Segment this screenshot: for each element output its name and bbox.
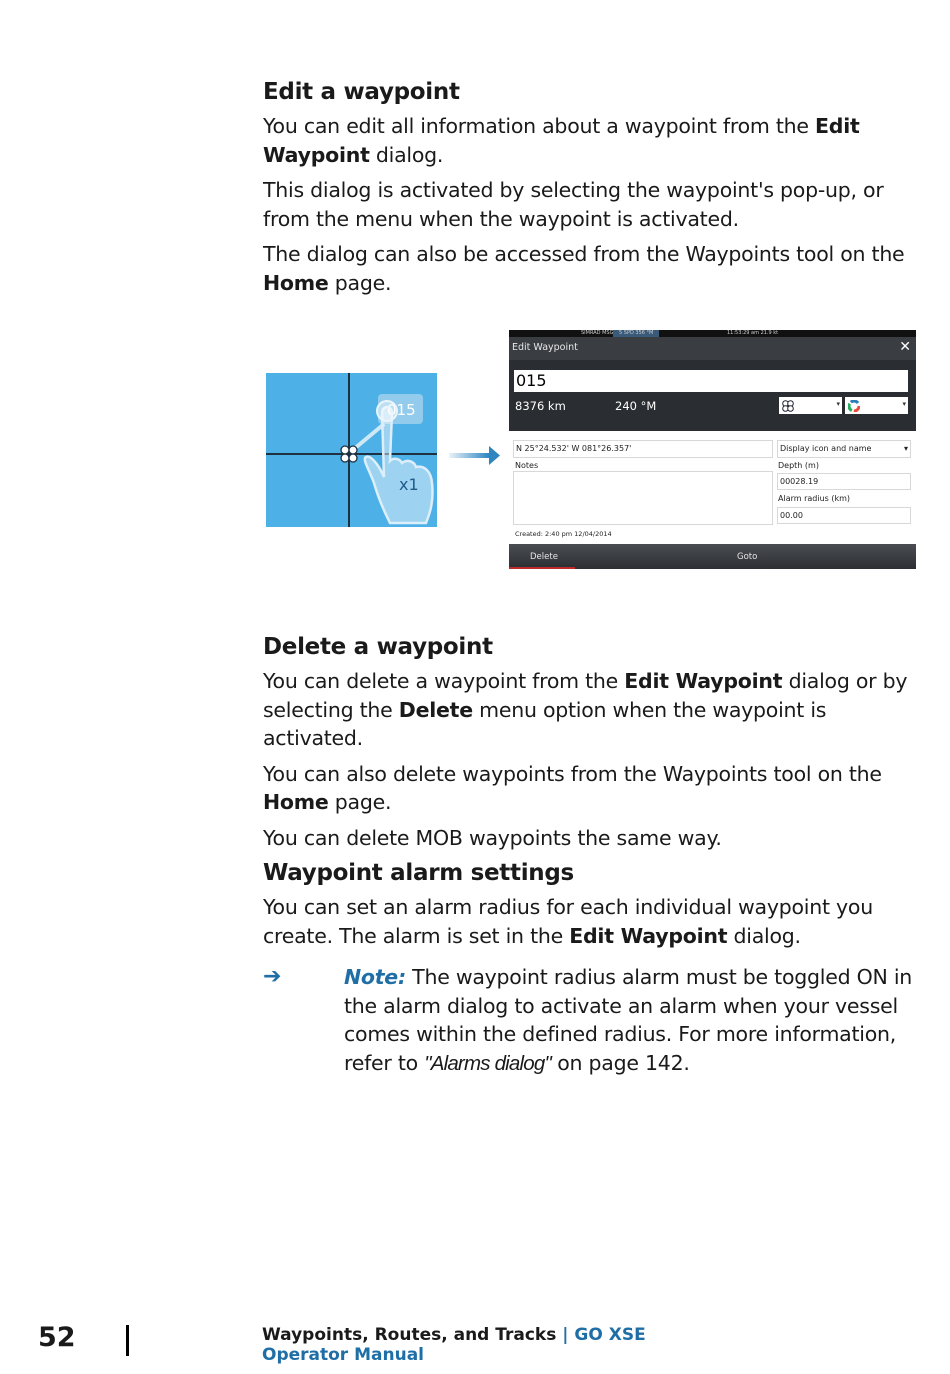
paragraph: This dialog is activated by selecting the waypoint's pop-up, or from the menu when the waypoint is activated. xyxy=(263,178,884,231)
heading-edit-waypoint: Edit a waypoint xyxy=(263,79,460,105)
paragraph: You can edit all information about a waypoint from the Edit Waypoint dialog. xyxy=(263,114,860,167)
bearing-value: 240 °M xyxy=(615,399,657,413)
cross-reference-link[interactable]: "Alarms dialog" xyxy=(424,1051,551,1075)
paragraph: You can delete a waypoint from the Edit Waypoint dialog or by selecting the Delete menu option when the waypoint is activated. xyxy=(263,669,908,750)
display-option-value: Display icon and name xyxy=(780,444,872,453)
chevron-down-icon: ▾ xyxy=(902,400,906,408)
note-label: Note: xyxy=(344,965,406,989)
depth-value: 00028.19 xyxy=(780,477,819,486)
chevron-down-icon: ▾ xyxy=(904,444,909,453)
tap-count-label: x1 xyxy=(399,475,419,494)
paragraph: The dialog can also be accessed from the Waypoints tool on the Home page. xyxy=(263,242,905,295)
alarm-radius-value: 00.00 xyxy=(780,511,803,520)
status-right: 11:53:29 am 21.9 kt xyxy=(727,330,779,336)
heading-delete-waypoint: Delete a waypoint xyxy=(263,634,493,660)
dialog-button-bar xyxy=(509,544,916,569)
popup-connector xyxy=(354,424,384,449)
color-selector-dropdown[interactable] xyxy=(845,397,908,414)
footer-separator: | xyxy=(556,1325,575,1345)
edit-waypoint-dialog-screenshot xyxy=(509,330,916,569)
created-timestamp: Created: 2:40 pm 12/04/2014 xyxy=(515,530,612,538)
alarm-radius-label: Alarm radius (km) xyxy=(778,494,851,503)
note-block xyxy=(263,963,918,1078)
notes-field[interactable] xyxy=(513,471,773,525)
paragraph: You can set an alarm radius for each individual waypoint you create. The alarm is set in the Edit Waypoint dialog. xyxy=(263,895,873,948)
page-number: 52 xyxy=(38,1322,76,1353)
dialog-title: Edit Waypoint xyxy=(512,342,578,353)
waypoint-marker-icon xyxy=(341,446,357,462)
dialog-details-panel xyxy=(509,431,916,544)
note-text: Note: The waypoint radius alarm must be toggled ON in the alarm dialog to activate an alarm when your vessel comes within the defined radius. For more information, refer to "Alarms dialog" on page 142. xyxy=(344,965,913,1075)
delete-button[interactable]: Delete xyxy=(530,552,558,562)
footer-chapter: Waypoints, Routes, and Tracks xyxy=(262,1325,557,1345)
position-value: N 25°24.532' W 081°26.357' xyxy=(516,444,632,453)
distance-value: 8376 km xyxy=(515,399,566,413)
selected-indicator xyxy=(509,567,575,569)
depth-label: Depth (m) xyxy=(778,461,819,470)
paragraph: You can also delete waypoints from the Waypoints tool on the Home page. xyxy=(263,761,882,814)
waypoint-name-field[interactable]: 015 xyxy=(514,370,908,392)
section-delete-waypoint xyxy=(263,633,918,852)
status-chip: 5 SPD 356 °M xyxy=(613,330,659,337)
chart-map-illustration xyxy=(266,373,437,527)
goto-button[interactable]: Goto xyxy=(737,552,758,562)
status-bar xyxy=(509,330,916,337)
close-icon[interactable]: ✕ xyxy=(899,339,911,355)
heading-waypoint-alarm: Waypoint alarm settings xyxy=(263,860,574,886)
footer-manual: GO XSE Operator Manual xyxy=(262,1325,646,1365)
chevron-down-icon: ▾ xyxy=(836,400,840,408)
tap-gesture-graphic xyxy=(266,373,437,527)
status-left: SIMRAD MSG xyxy=(581,330,614,336)
icon-selector-dropdown[interactable] xyxy=(779,397,842,414)
footer-title xyxy=(262,1325,712,1365)
waypoint-popup-label: 015 xyxy=(387,401,416,419)
color-wheel-icon xyxy=(848,400,860,412)
notes-label: Notes xyxy=(515,461,539,470)
section-edit-waypoint xyxy=(263,78,918,297)
right-arrow-icon xyxy=(449,445,501,467)
footer-divider xyxy=(126,1325,129,1356)
waypoint-symbol-icon xyxy=(782,400,794,412)
note-arrow-icon: ➔ xyxy=(263,964,282,989)
dialog-titlebar xyxy=(509,337,916,360)
section-waypoint-alarm xyxy=(263,859,918,950)
paragraph: You can delete MOB waypoints the same way. xyxy=(263,825,722,850)
